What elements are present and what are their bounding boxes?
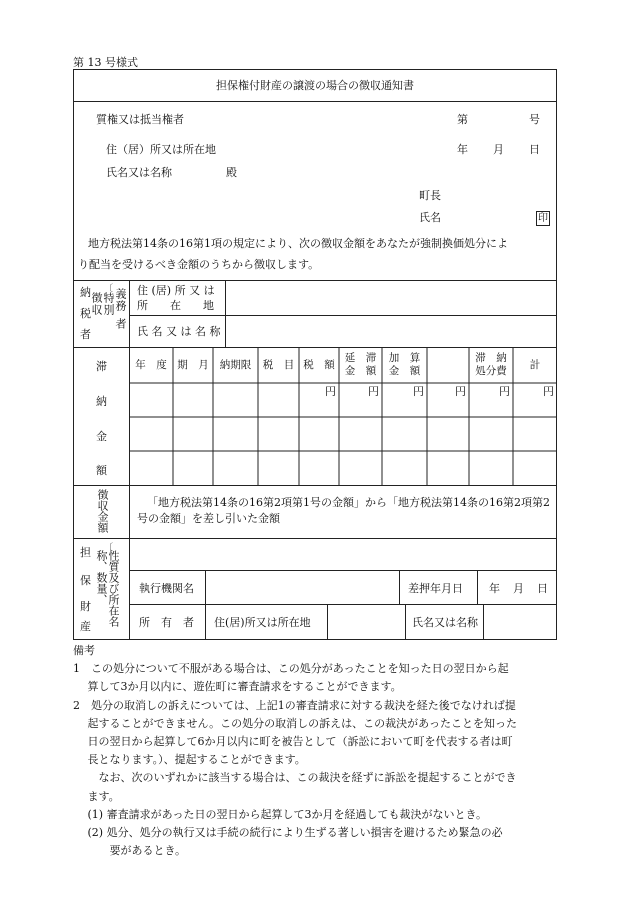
note-line: 要があるとき。 [73,844,187,858]
collateral-char-1: 担 [80,546,91,559]
yen-unit: 円 [499,385,510,398]
taxpayer-name-label: 氏 名 又 は 名 称 [137,325,221,338]
doc-no-prefix: 第 [457,113,468,126]
note-line: 2 処分の取消しの訴えについては、上記1の審査請求に対する裁決を経た後でなければ提 [73,698,516,712]
seal-mark: 印 [538,213,548,224]
addressee-address-label: 住（居）所又は所在地 [106,143,216,156]
addressee-name-label: 氏名又は名称 [106,166,172,179]
owner-label: 所 有 者 [139,616,194,629]
collateral-char-2: 保 [80,574,91,587]
taxpayer-col-divider [129,280,130,347]
arrears-col-header: 納期限 [219,359,252,371]
note-line: 日の翌日から起算して6か月以内に町を被告として（訴訟において町を代表する者は町 [73,735,513,749]
collateral-label-divider [129,538,130,640]
seizure-divider-1 [399,570,400,604]
date-month: 月 [493,143,504,156]
owner-address-divider [327,604,328,640]
arrears-col-header: 延 滞 金 額 [344,352,377,377]
form-number: 第 13 号様式 [73,56,138,69]
form-title: 担保権付財産の譲渡の場合の徴収通知書 [216,79,414,92]
note-line: 長となります。）、提起することができます。 [73,753,306,767]
collateral-char-3: 財 [80,600,91,613]
bracket-line-2: 徴収 [90,292,103,316]
note-line: 起することができません。この処分の取消しの訴えは、この裁決があったことを知った [73,716,518,730]
taxpayer-char-1: 納 [80,286,91,299]
notes-section [73,642,563,860]
collection-divider [73,538,557,539]
arrears-col-header: 加 算 金 額 [388,352,421,377]
seizure-divider-2 [477,570,478,604]
collection-label-divider [129,485,130,538]
executing-agency-label: 執行機関名 [139,582,194,595]
addressee-label: 質権又は抵当権者 [96,113,184,126]
arrears-char-3: 金 [96,430,107,443]
seizure-day: 日 [537,582,548,595]
collateral-char-4: 産 [80,620,91,633]
taxpayer-char-3: 者 [80,328,91,341]
taxpayer-address-label-2: 所 在 地 [137,299,214,312]
body-line-1: 地方税法第14条の16第1項の規定により、次の徴収金額をあなたが強制換価処分によ [88,237,508,250]
date-year: 年 [457,143,468,156]
bracket-line-4: 者 [114,318,127,330]
arrears-divider [73,485,557,486]
mayor-name-label: 氏名 [419,211,441,224]
collateral-bracket-text: 性質及び所在名称、数量、 [95,550,120,627]
seizure-date-label: 差押年月日 [408,582,463,595]
doc-no-suffix: 号 [529,113,540,126]
owner-address-label: 住(居)所又は所在地 [214,616,311,629]
yen-unit: 円 [413,385,424,398]
owner-name-divider [405,604,406,640]
date-day: 日 [529,143,540,156]
taxpayer-label-divider [225,280,226,347]
arrears-col-header: 年 度 [135,359,167,371]
arrears-char-4: 額 [96,464,107,477]
note-line: (1) 審査請求があった日の翌日から起算して3か月を経過しても裁決がないとき。 [73,807,488,821]
owner-name-label: 氏名又は名称 [412,616,478,629]
seizure-month: 月 [513,582,524,595]
mayor-label: 町長 [419,189,441,202]
note-line: (2) 処分、処分の執行又は手続の続行により生ずる著しい損害を避けるため緊急の必 [73,826,503,840]
notes-heading: 備考 [73,644,95,657]
bracket-open: 〔 [104,284,114,294]
note-line: なお、次のいずれかに該当する場合は、この裁決を経ずに訴訟を提起することができ [73,771,517,785]
owner-name-divider-2 [483,604,484,640]
arrears-col-header: 計 [529,359,541,371]
collection-label: 徴収金額 [96,489,109,533]
arrears-col-header: 滞 納 処分費 [475,352,507,377]
taxpayer-char-2: 税 [80,307,91,320]
header-divider [73,280,557,281]
arrears-col-header: 税 額 [303,359,335,371]
agency-divider [205,570,206,640]
collateral-bracket-open: 〔 [104,543,114,553]
yen-unit: 円 [455,385,466,398]
note-line: ます。 [73,789,120,803]
collection-line-1: 「地方税法第14条の16第2項第1号の金額」から「地方税法第14条の16第2項第2 [147,496,550,509]
arrears-char-1: 滞 [96,360,107,373]
note-line: 算して3か月以内に、遊佐町に審査請求をすることができます。 [73,680,402,694]
taxpayer-address-label-1: 住 (居) 所 又 は [137,284,215,297]
yen-unit: 円 [543,385,554,398]
honorific: 殿 [226,166,237,179]
arrears-col-header: 税 目 [262,359,295,371]
arrears-char-2: 納 [96,395,107,408]
bracket-line-3: 義務 [114,288,127,312]
yen-unit: 円 [368,385,379,398]
yen-unit: 円 [325,385,336,398]
taxpayer-row-divider [129,315,557,316]
seizure-year: 年 [489,582,500,595]
collection-line-2: 号の金額」を差し引いた金額 [137,512,280,525]
bracket-line-1: 特別 [102,292,115,316]
title-divider [73,101,557,102]
note-line: 1 この処分について不服がある場合は、この処分があったことを知った日の翌日から起 [73,662,509,676]
collateral-row-1 [129,570,557,571]
body-line-2: り配当を受けるべき金額のうちから徴収します。 [78,258,320,271]
arrears-col-header: 期 月 [177,359,209,371]
collateral-row-2 [129,604,557,605]
